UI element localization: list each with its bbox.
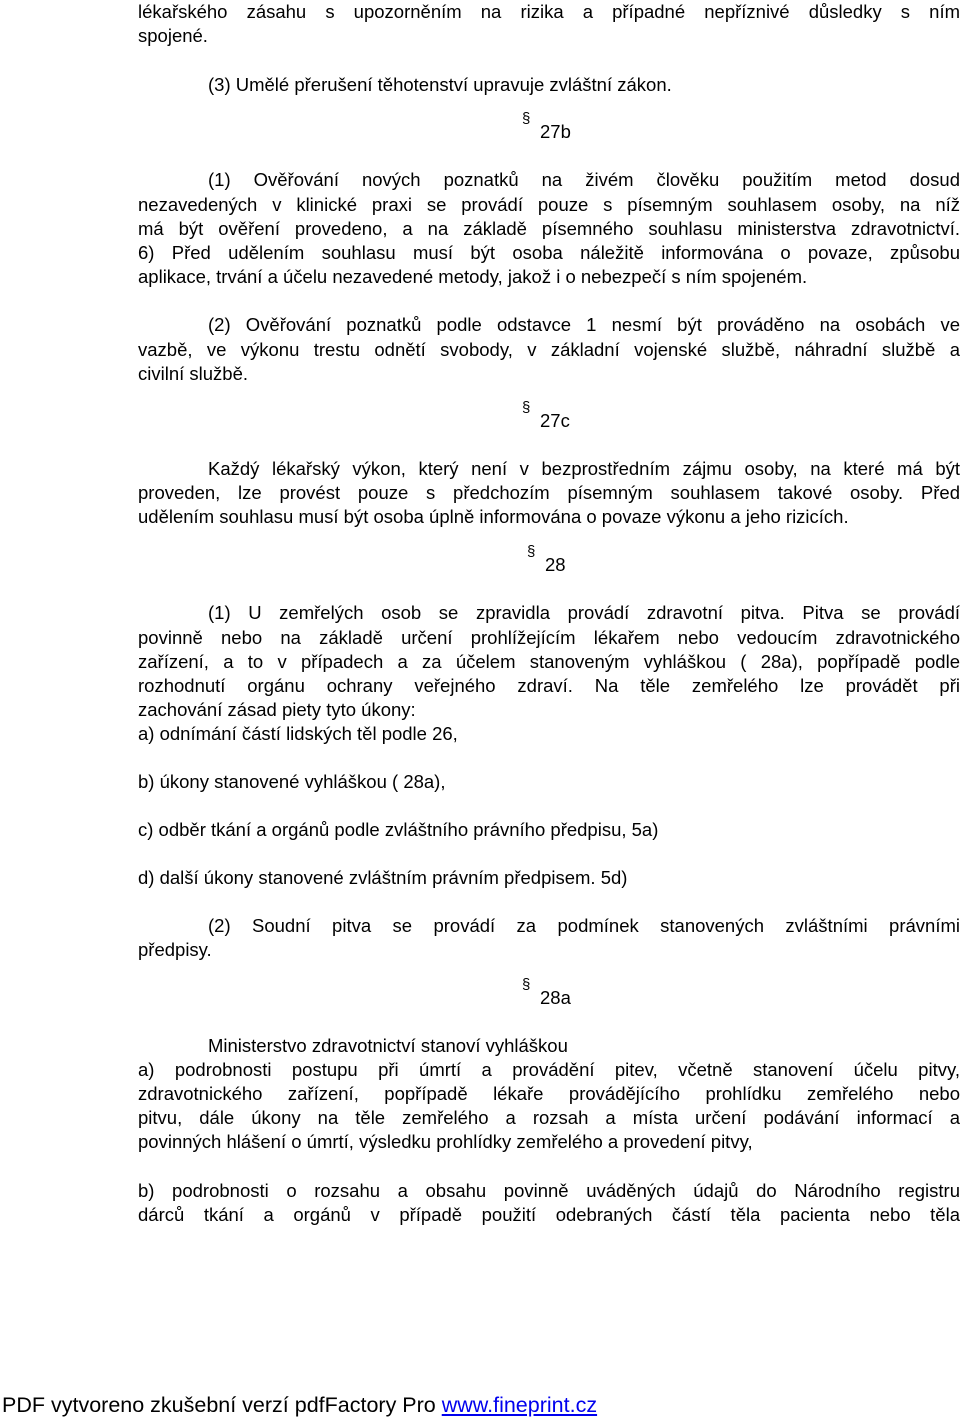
text-line: proveden, lze provést pouze s předchozím písemným souhlasem takové osoby. Před xyxy=(138,482,960,503)
text-line: (1) Ověřování nových poznatků na živém člověku použitím metod dosud xyxy=(208,169,960,190)
text-line: lékařského zásahu s upozorněním na rizika a případné nepříznivé důsledky s ním xyxy=(138,1,960,22)
footer-text: PDF vytvoreno zkušební verzí pdfFactory Pro xyxy=(2,1393,442,1417)
text-line: d) další úkony stanovené zvláštním právním předpisem. 5d) xyxy=(138,867,628,888)
text-line: udělením souhlasu musí být osoba úplně informována o povaze výkonu a jeho rizicích. xyxy=(138,506,849,527)
text-line: nezavedených v klinické praxi se provádí pouze s písemným souhlasem osoby, na níž xyxy=(138,194,960,215)
text-line: Ministerstvo zdravotnictví stanoví vyhláškou xyxy=(208,1035,568,1056)
text-line: zachování zásad piety tyto úkony: xyxy=(138,699,416,720)
text-line: povinně nebo na základě určení prohlížejícím lékařem nebo vedoucím zdravotnického xyxy=(138,627,960,648)
text-line: aplikace, trvání a účelu nezavedené metody, jakož i o nebezpečí s ním spojeném. xyxy=(138,266,808,287)
text-line: b) podrobnosti o rozsahu a obsahu povinně uváděných údajů do Národního registru xyxy=(138,1180,960,1201)
section-heading xyxy=(522,976,571,1011)
section-number: 27b xyxy=(540,121,571,142)
text-line: vazbě, ve výkonu trestu odnětí svobody, v základní vojenské službě, náhradní službě a xyxy=(138,339,960,360)
text-line: (1) U zemřelých osob se zpravidla provádí zdravotní pitva. Pitva se provádí xyxy=(208,602,960,623)
section-number: 27c xyxy=(540,410,570,431)
pdf-watermark-footer xyxy=(2,1392,597,1418)
text-line: rozhodnutí orgánu ochrany veřejného zdraví. Na těle zemřelého lze provádět při xyxy=(138,675,960,696)
paragraph-sign-icon: § xyxy=(522,976,531,993)
section-heading xyxy=(527,543,566,578)
text-line: a) odnímání částí lidských těl podle 26, xyxy=(138,723,458,744)
section-heading xyxy=(522,110,571,145)
section-heading xyxy=(522,399,570,434)
text-line: zařízení, a to v případech a za účelem stanoveným vyhláškou ( 28a), popřípadě podle xyxy=(138,651,960,672)
text-line: povinných hlášení o úmrtí, výsledku prohlídky zemřelého a provedení pitvy, xyxy=(138,1131,753,1152)
text-line: 6) Před udělením souhlasu musí být osoba náležitě informována o povaze, způsobu xyxy=(138,242,960,263)
text-line: dárců tkání a orgánů v případě použití odebraných částí těla pacienta nebo těla xyxy=(138,1204,960,1225)
text-line: zdravotnického zařízení, popřípadě lékaře provádějícího prohlídku zemřelého nebo xyxy=(138,1083,960,1104)
text-line: pitvu, dále úkony na těle zemřelého a rozsah a místa určení podávání informací a xyxy=(138,1107,960,1128)
text-line: c) odběr tkání a orgánů podle zvláštního právního předpisu, 5a) xyxy=(138,819,659,840)
text-line: b) úkony stanovené vyhláškou ( 28a), xyxy=(138,771,446,792)
text-line: spojené. xyxy=(138,25,208,46)
text-line: Každý lékařský výkon, který není v bezprostředním zájmu osoby, na které má být xyxy=(208,458,960,479)
footer-link[interactable]: www.fineprint.cz xyxy=(441,1393,598,1417)
text-line: civilní službě. xyxy=(138,363,249,384)
text-line: (3) Umělé přerušení těhotenství upravuje zvláštní zákon. xyxy=(208,74,672,95)
text-line: předpisy. xyxy=(138,939,212,960)
text-line: (2) Ověřování poznatků podle odstavce 1 nesmí být prováděno na osobách ve xyxy=(208,314,960,335)
paragraph-sign-icon: § xyxy=(522,399,531,416)
text-line: a) podrobnosti postupu při úmrtí a provádění pitev, včetně stanovení účelu pitvy, xyxy=(138,1059,960,1080)
section-number: 28 xyxy=(545,554,566,575)
text-line: má být ověření provedeno, a na základě písemného souhlasu ministerstva zdravotnictví. xyxy=(138,218,960,239)
section-number: 28a xyxy=(540,987,571,1008)
paragraph-sign-icon: § xyxy=(522,110,531,127)
text-line: (2) Soudní pitva se provádí za podmínek stanovených zvláštními právními xyxy=(208,915,960,936)
paragraph-sign-icon: § xyxy=(527,543,536,560)
